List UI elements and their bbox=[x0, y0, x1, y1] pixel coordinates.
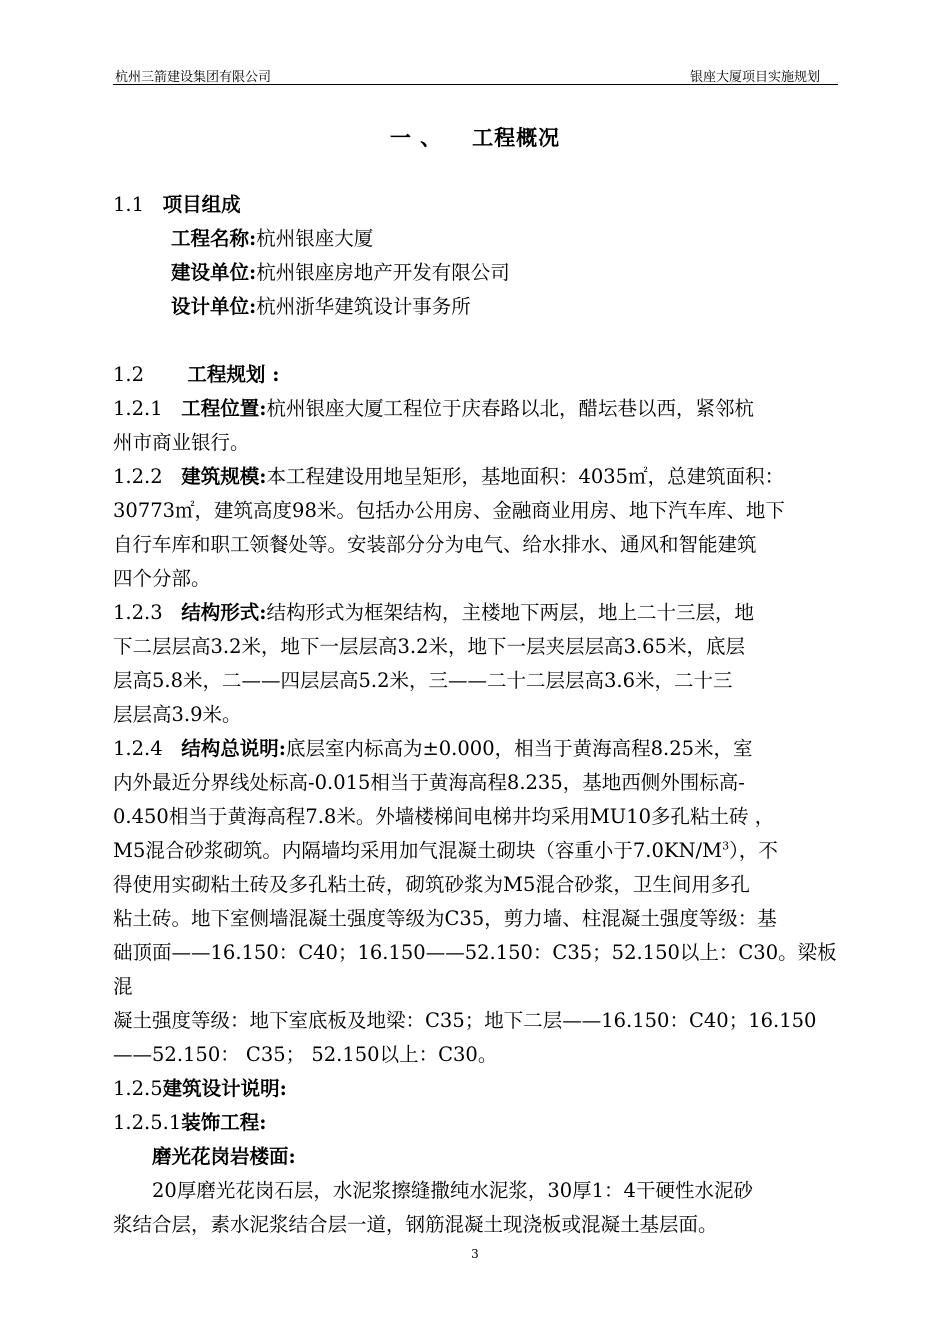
field-label: 结构形式: bbox=[181, 601, 267, 624]
section-1-2-4-line-3: 0.450相当于黄海高程7.8米。外墙楼梯间电梯井均采用MU10多孔粘土砖 ， bbox=[113, 805, 775, 828]
section-1-2-4-line-9: ——52.150： C35； 52.150以上：C30。 bbox=[113, 1043, 498, 1066]
section-1-2-4-line-2: 内外最近分界线处标高-0.015相当于黄海高程8.235，基地西侧外围标高- bbox=[113, 771, 745, 794]
floor-line-2: 浆结合层，素水泥浆结合层一道，钢筋混凝土现浇板或混凝土基层面。 bbox=[113, 1213, 718, 1236]
section-number: 1.2.5 bbox=[113, 1077, 163, 1100]
section-heading: 工程规划 : bbox=[187, 363, 280, 386]
project-name-line bbox=[113, 222, 840, 256]
section-number: 1.2.1 bbox=[113, 397, 163, 420]
chapter-title bbox=[0, 122, 950, 152]
section-1-2-2-line-2: 30773㎡，建筑高度98米。包括办公用房、金融商业用房、地下汽车库、地下 bbox=[113, 499, 785, 522]
section-number: 1.2.2 bbox=[113, 465, 163, 488]
header-company: 杭州三箭建设集团有限公司 bbox=[115, 70, 272, 85]
floor-heading: 磨光花岗岩楼面: bbox=[152, 1145, 296, 1168]
section-1-2-4-line-4 bbox=[113, 834, 840, 868]
section-1-2-4-line-1 bbox=[113, 732, 840, 766]
section-1-2-2-line-1 bbox=[113, 460, 840, 494]
section-1-2-3-line-3: 层高5.8米，二——四层层高5.2米，三——二十二层层高3.6米，二十三 bbox=[113, 669, 733, 692]
section-1-2-heading bbox=[113, 358, 840, 392]
page-number: 3 bbox=[471, 1247, 479, 1261]
section-1-2-2-line-4: 四个分部。 bbox=[113, 567, 211, 590]
field-label: 工程名称: bbox=[171, 227, 257, 250]
floor-line-1: 20厚磨光花岗石层，水泥浆擦缝撒纯水泥浆，30厚1：4干硬性水泥砂 bbox=[152, 1179, 753, 1202]
section-1-2-4-line-7: 础顶面——16.150：C40；16.150——52.150：C35；52.150以上：C30。梁板混 bbox=[113, 941, 837, 998]
field-label: 设计单位: bbox=[171, 295, 257, 318]
paragraph-text: ），不 bbox=[729, 839, 778, 862]
paragraph-text: 底层室内标高为±0.000，相当于黄海高程8.25米，室 bbox=[285, 737, 753, 760]
section-1-2-3-line-2: 下二层层高3.2米，地下一层层高3.2米，地下一层夹层层高3.65米，底层 bbox=[113, 635, 745, 658]
paragraph-text: 杭州银座大厦工程位于庆春路以北，醋坛巷以西，紧邻杭 bbox=[266, 397, 754, 420]
section-1-2-4-line-6: 粘土砖。地下室侧墙混凝土强度等级为C35，剪力墙、柱混凝土强度等级：基 bbox=[113, 907, 777, 930]
page-header bbox=[113, 64, 838, 85]
paragraph-text: 本工程建设用地呈矩形，基地面积：4035㎡，总建筑面积： bbox=[266, 465, 785, 488]
superscript: 3 bbox=[722, 839, 730, 853]
section-1-2-4-line-8: 凝土强度等级：地下室底板及地梁：C35；地下二层——16.150：C40；16.150 bbox=[113, 1009, 817, 1032]
field-label: 结构总说明: bbox=[181, 737, 286, 760]
chapter-title-text: 工程概况 bbox=[472, 125, 561, 150]
spacer bbox=[113, 324, 840, 358]
section-1-2-5-1-heading bbox=[113, 1106, 840, 1140]
section-1-2-1-line-2: 州市商业银行。 bbox=[113, 431, 250, 454]
section-1-1-heading bbox=[113, 188, 840, 222]
developer-line bbox=[113, 256, 840, 290]
field-value: 杭州银座大厦 bbox=[256, 227, 374, 250]
header-project: 银座大厦项目实施规划 bbox=[689, 70, 820, 85]
chapter-number: 一 、 bbox=[389, 125, 443, 150]
section-1-2-3-line-1 bbox=[113, 596, 840, 630]
field-value: 杭州银座房地产开发有限公司 bbox=[256, 261, 510, 284]
field-label: 工程位置: bbox=[181, 397, 267, 420]
section-heading: 项目组成 bbox=[162, 193, 241, 216]
section-number: 1.2 bbox=[113, 363, 145, 386]
section-1-2-3-line-4: 层层高3.9米。 bbox=[113, 703, 242, 726]
section-1-2-1-line-1 bbox=[113, 392, 840, 426]
field-value: 杭州浙华建筑设计事务所 bbox=[256, 295, 471, 318]
paragraph-text: 结构形式为框架结构，主楼地下两层，地上二十三层，地 bbox=[266, 601, 754, 624]
section-number: 1.2.5.1 bbox=[113, 1111, 182, 1134]
document-body bbox=[113, 188, 840, 1242]
section-number: 1.2.4 bbox=[113, 737, 163, 760]
designer-line bbox=[113, 290, 840, 324]
section-1-2-2-line-3: 自行车库和职工领餐处等。安装部分分为电气、给水排水、通风和智能建筑 bbox=[113, 533, 757, 556]
paragraph-text: M5混合砂浆砌筑。内隔墙均采用加气混凝土砌块（容重小于7.0KN/M bbox=[113, 839, 723, 862]
section-heading: 装饰工程: bbox=[181, 1111, 267, 1134]
section-1-2-4-line-5: 得使用实砌粘土砖及多孔粘土砖，砌筑砂浆为M5混合砂浆，卫生间用多孔 bbox=[113, 873, 750, 896]
section-number: 1.1 bbox=[113, 193, 145, 216]
section-heading: 建筑设计说明: bbox=[162, 1077, 287, 1100]
field-label: 建筑规模: bbox=[181, 465, 267, 488]
section-number: 1.2.3 bbox=[113, 601, 163, 624]
section-1-2-5-heading bbox=[113, 1072, 840, 1106]
field-label: 建设单位: bbox=[171, 261, 257, 284]
